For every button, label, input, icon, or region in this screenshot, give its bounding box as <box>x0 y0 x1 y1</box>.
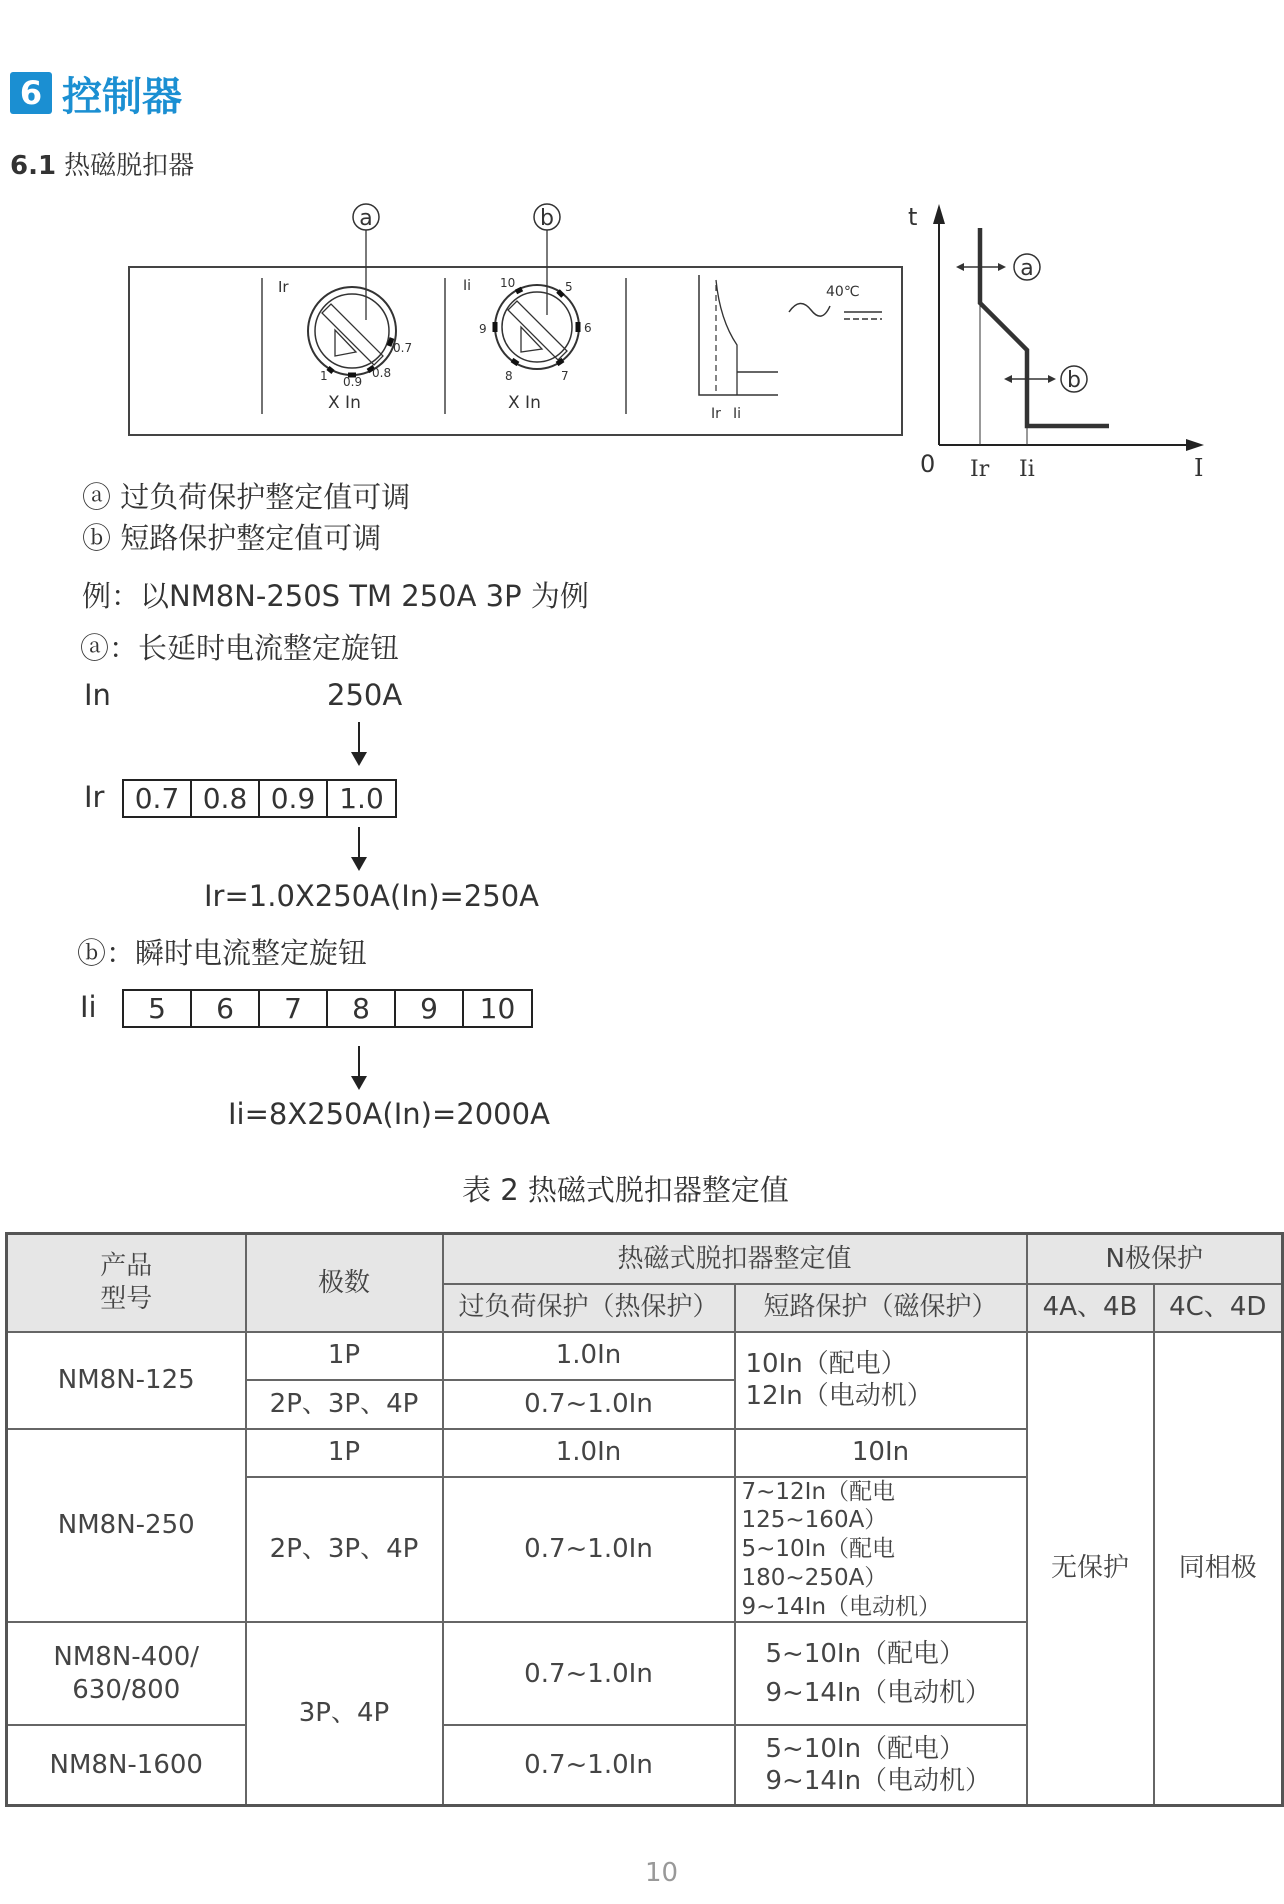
legend-a: ⓐ 过负荷保护整定值可调 <box>82 480 411 514</box>
header-n1: 4A、4B <box>1027 1284 1154 1332</box>
knob-b-title: ⓑ：瞬时电流整定旋钮 <box>77 936 368 970</box>
mini-trip-curve <box>699 275 882 422</box>
svg-text:I: I <box>1194 454 1204 482</box>
svg-text:X In: X In <box>328 393 361 413</box>
header-setting: 热磁式脱扣器整定值 <box>443 1234 1027 1284</box>
subsection-title: 热磁脱扣器 <box>64 151 195 181</box>
header-poles: 极数 <box>246 1234 443 1332</box>
cell-overload: 1.0In <box>443 1429 735 1477</box>
header-overload: 过负荷保护（热保护） <box>443 1284 735 1332</box>
cell-short: 10In <box>735 1429 1027 1477</box>
arrow-down-icon <box>358 827 360 869</box>
dial-b <box>463 204 592 413</box>
ir-option: 0.8 <box>192 781 260 816</box>
cell-short: 5~10In（配电） 9~14In（电动机） <box>735 1622 1027 1725</box>
svg-text:8: 8 <box>505 369 513 383</box>
settings-table <box>5 1232 1284 1807</box>
cell-overload: 0.7~1.0In <box>443 1477 735 1623</box>
header-model: 产品 型号 <box>7 1234 246 1332</box>
ii-option: 5 <box>124 991 192 1026</box>
dial-a <box>278 204 412 413</box>
legend-b: ⓑ 短路保护整定值可调 <box>82 521 382 555</box>
svg-text:10: 10 <box>500 276 516 290</box>
svg-text:0.9: 0.9 <box>343 375 363 389</box>
svg-text:Ir: Ir <box>278 278 289 296</box>
table-caption: 表 2 热磁式脱扣器整定值 <box>462 1173 789 1207</box>
cell-model: NM8N-250 <box>7 1429 246 1623</box>
subsection-number: 6.1 <box>10 151 57 181</box>
cell-short: 10In（配电） 12In（电动机） <box>735 1332 1027 1429</box>
cell-poles: 2P、3P、4P <box>246 1380 443 1429</box>
svg-text:7: 7 <box>561 369 569 383</box>
cell-overload: 1.0In <box>443 1332 735 1380</box>
cell-model: NM8N-400/ 630/800 <box>7 1622 246 1725</box>
in-label: In <box>84 678 111 712</box>
header-npole: N极保护 <box>1027 1234 1283 1284</box>
ii-label: Ii <box>80 990 97 1024</box>
section-number: 6 <box>10 72 52 114</box>
ii-option-selected: 8 <box>328 991 396 1026</box>
ii-option: 6 <box>192 991 260 1026</box>
svg-text:0.7: 0.7 <box>393 341 413 355</box>
ir-option-selected: 1.0 <box>339 782 384 815</box>
svg-text:X In: X In <box>508 393 541 413</box>
arrow-down-icon <box>358 1046 360 1088</box>
subsection-heading <box>10 145 194 182</box>
cell-poles: 2P、3P、4P <box>246 1477 443 1623</box>
cell-poles: 3P、4P <box>246 1622 443 1805</box>
cell-poles: 1P <box>246 1332 443 1380</box>
example-title: 例：以NM8N-250S TM 250A 3P 为例 <box>82 579 589 613</box>
cell-model: NM8N-1600 <box>7 1725 246 1805</box>
svg-text:0: 0 <box>920 450 936 478</box>
svg-text:b: b <box>540 206 554 231</box>
svg-text:9: 9 <box>479 322 487 336</box>
knob-a-title: ⓐ：长延时电流整定旋钮 <box>80 631 400 665</box>
svg-text:Ir: Ir <box>711 406 721 422</box>
svg-text:b: b <box>1067 368 1081 393</box>
svg-text:Ii: Ii <box>733 406 742 422</box>
ir-label: Ir <box>84 780 105 814</box>
svg-text:Ii: Ii <box>1019 457 1035 482</box>
ir-option: 0.9 <box>260 781 328 816</box>
time-current-graph <box>908 203 1204 482</box>
svg-text:5: 5 <box>565 280 573 294</box>
section-heading <box>10 70 182 120</box>
svg-text:Ii: Ii <box>463 278 472 294</box>
cell-n2: 同相极 <box>1154 1332 1283 1806</box>
ii-option: 9 <box>396 991 464 1026</box>
ir-options <box>122 779 397 818</box>
cell-n1: 无保护 <box>1027 1332 1154 1806</box>
cell-poles: 1P <box>246 1429 443 1477</box>
cell-overload: 0.7~1.0In <box>443 1622 735 1725</box>
svg-text:a: a <box>359 206 373 231</box>
ii-option: 10 <box>479 992 516 1025</box>
svg-text:1: 1 <box>320 369 328 383</box>
in-value: 250A <box>327 678 403 712</box>
ii-result: Ii=8X250A(In)=2000A <box>228 1097 550 1131</box>
trip-unit-diagram <box>0 190 1284 490</box>
svg-text:40℃: 40℃ <box>826 284 860 300</box>
arrow-down-icon <box>358 722 360 764</box>
svg-text:t: t <box>908 203 918 231</box>
section-title: 控制器 <box>62 73 182 120</box>
cell-overload: 0.7~1.0In <box>443 1380 735 1429</box>
ir-option: 0.7 <box>124 781 192 816</box>
svg-text:a: a <box>1020 256 1034 281</box>
header-short: 短路保护（磁保护） <box>735 1284 1027 1332</box>
cell-overload: 0.7~1.0In <box>443 1725 735 1805</box>
cell-short: 5~10In（配电） 9~14In（电动机） <box>735 1725 1027 1805</box>
ii-option: 7 <box>260 991 328 1026</box>
svg-text:0.8: 0.8 <box>372 366 392 380</box>
ir-result: Ir=1.0X250A(In)=250A <box>204 879 540 913</box>
cell-model: NM8N-125 <box>7 1332 246 1429</box>
svg-text:Ir: Ir <box>970 457 990 482</box>
cell-short: 7~12In（配电125~160A） 5~10In（配电180~250A） 9~14In（电动机） <box>735 1477 1027 1623</box>
ii-options <box>122 989 533 1028</box>
header-n2: 4C、4D <box>1154 1284 1283 1332</box>
page-number: 10 <box>645 1858 679 1888</box>
svg-text:6: 6 <box>584 321 592 335</box>
